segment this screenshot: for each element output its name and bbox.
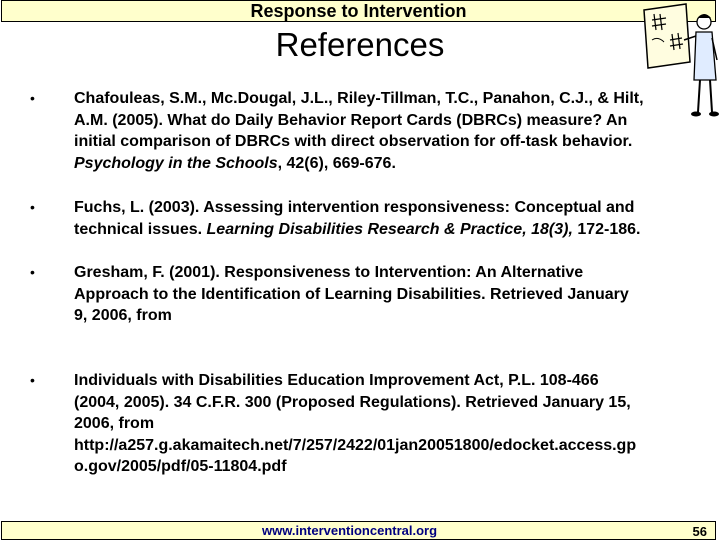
journal-name: Learning Disabilities Research & Practice, 18(3),	[206, 220, 573, 238]
journal-name: Psychology in the Schools	[74, 154, 278, 172]
page-title: References	[275, 26, 445, 63]
page-number: 56	[692, 524, 707, 539]
gresham-link[interactable]: http://www.air.org/ldsummit/download/Gresham Final 08-10-	[176, 307, 632, 324]
reference-item: Chafouleas, S.M., Mc.Dougal, J.L., Riley-Tillman, T.C., Panahon, C.J., & Hilt, A.M. (2005). What do Daily Behavior Report Cards (DBRCs) measure? An initial comparison of DBRCs with direct observation for off-task behavior. Psychology in the Schools, 42(6), 669-676.	[74, 90, 644, 172]
bullet: •	[30, 372, 35, 388]
reference-item: Gresham, F. (2001). Responsiveness to Intervention: An Alternative Approach to the Identification of Learning Disabilities. Retrieved January 9, 2006, from http://www.air.org/ldsummit/download/Gresham Final 08-10- 01.doc	[74, 264, 632, 346]
bullet: •	[30, 199, 35, 215]
reference-item: Fuchs, L. (2003). Assessing intervention responsiveness: Conceptual and technical issues. Learning Disabilities Research & Practice, 18(3), 172-186.	[74, 199, 641, 238]
gresham-link-continued[interactable]: 01.doc	[74, 328, 125, 346]
bullet: •	[30, 264, 35, 280]
header-title: Response to Intervention	[250, 1, 467, 21]
reference-item: Individuals with Disabilities Education Improvement Act, P.L. 108-466 (2004, 2005). 34 C.F.R. 300 (Proposed Regulations). Retrieved January 15, 2006, from http://a257.g.akamaitech.net/7/257/2422/01jan20051800/edocket.access.gp o.gov/2005/pdf/05-11804.pdf	[74, 372, 637, 475]
footer-bar	[1, 521, 716, 540]
bullet: •	[30, 90, 35, 106]
footer-url[interactable]: www.interventioncentral.org	[262, 523, 438, 538]
